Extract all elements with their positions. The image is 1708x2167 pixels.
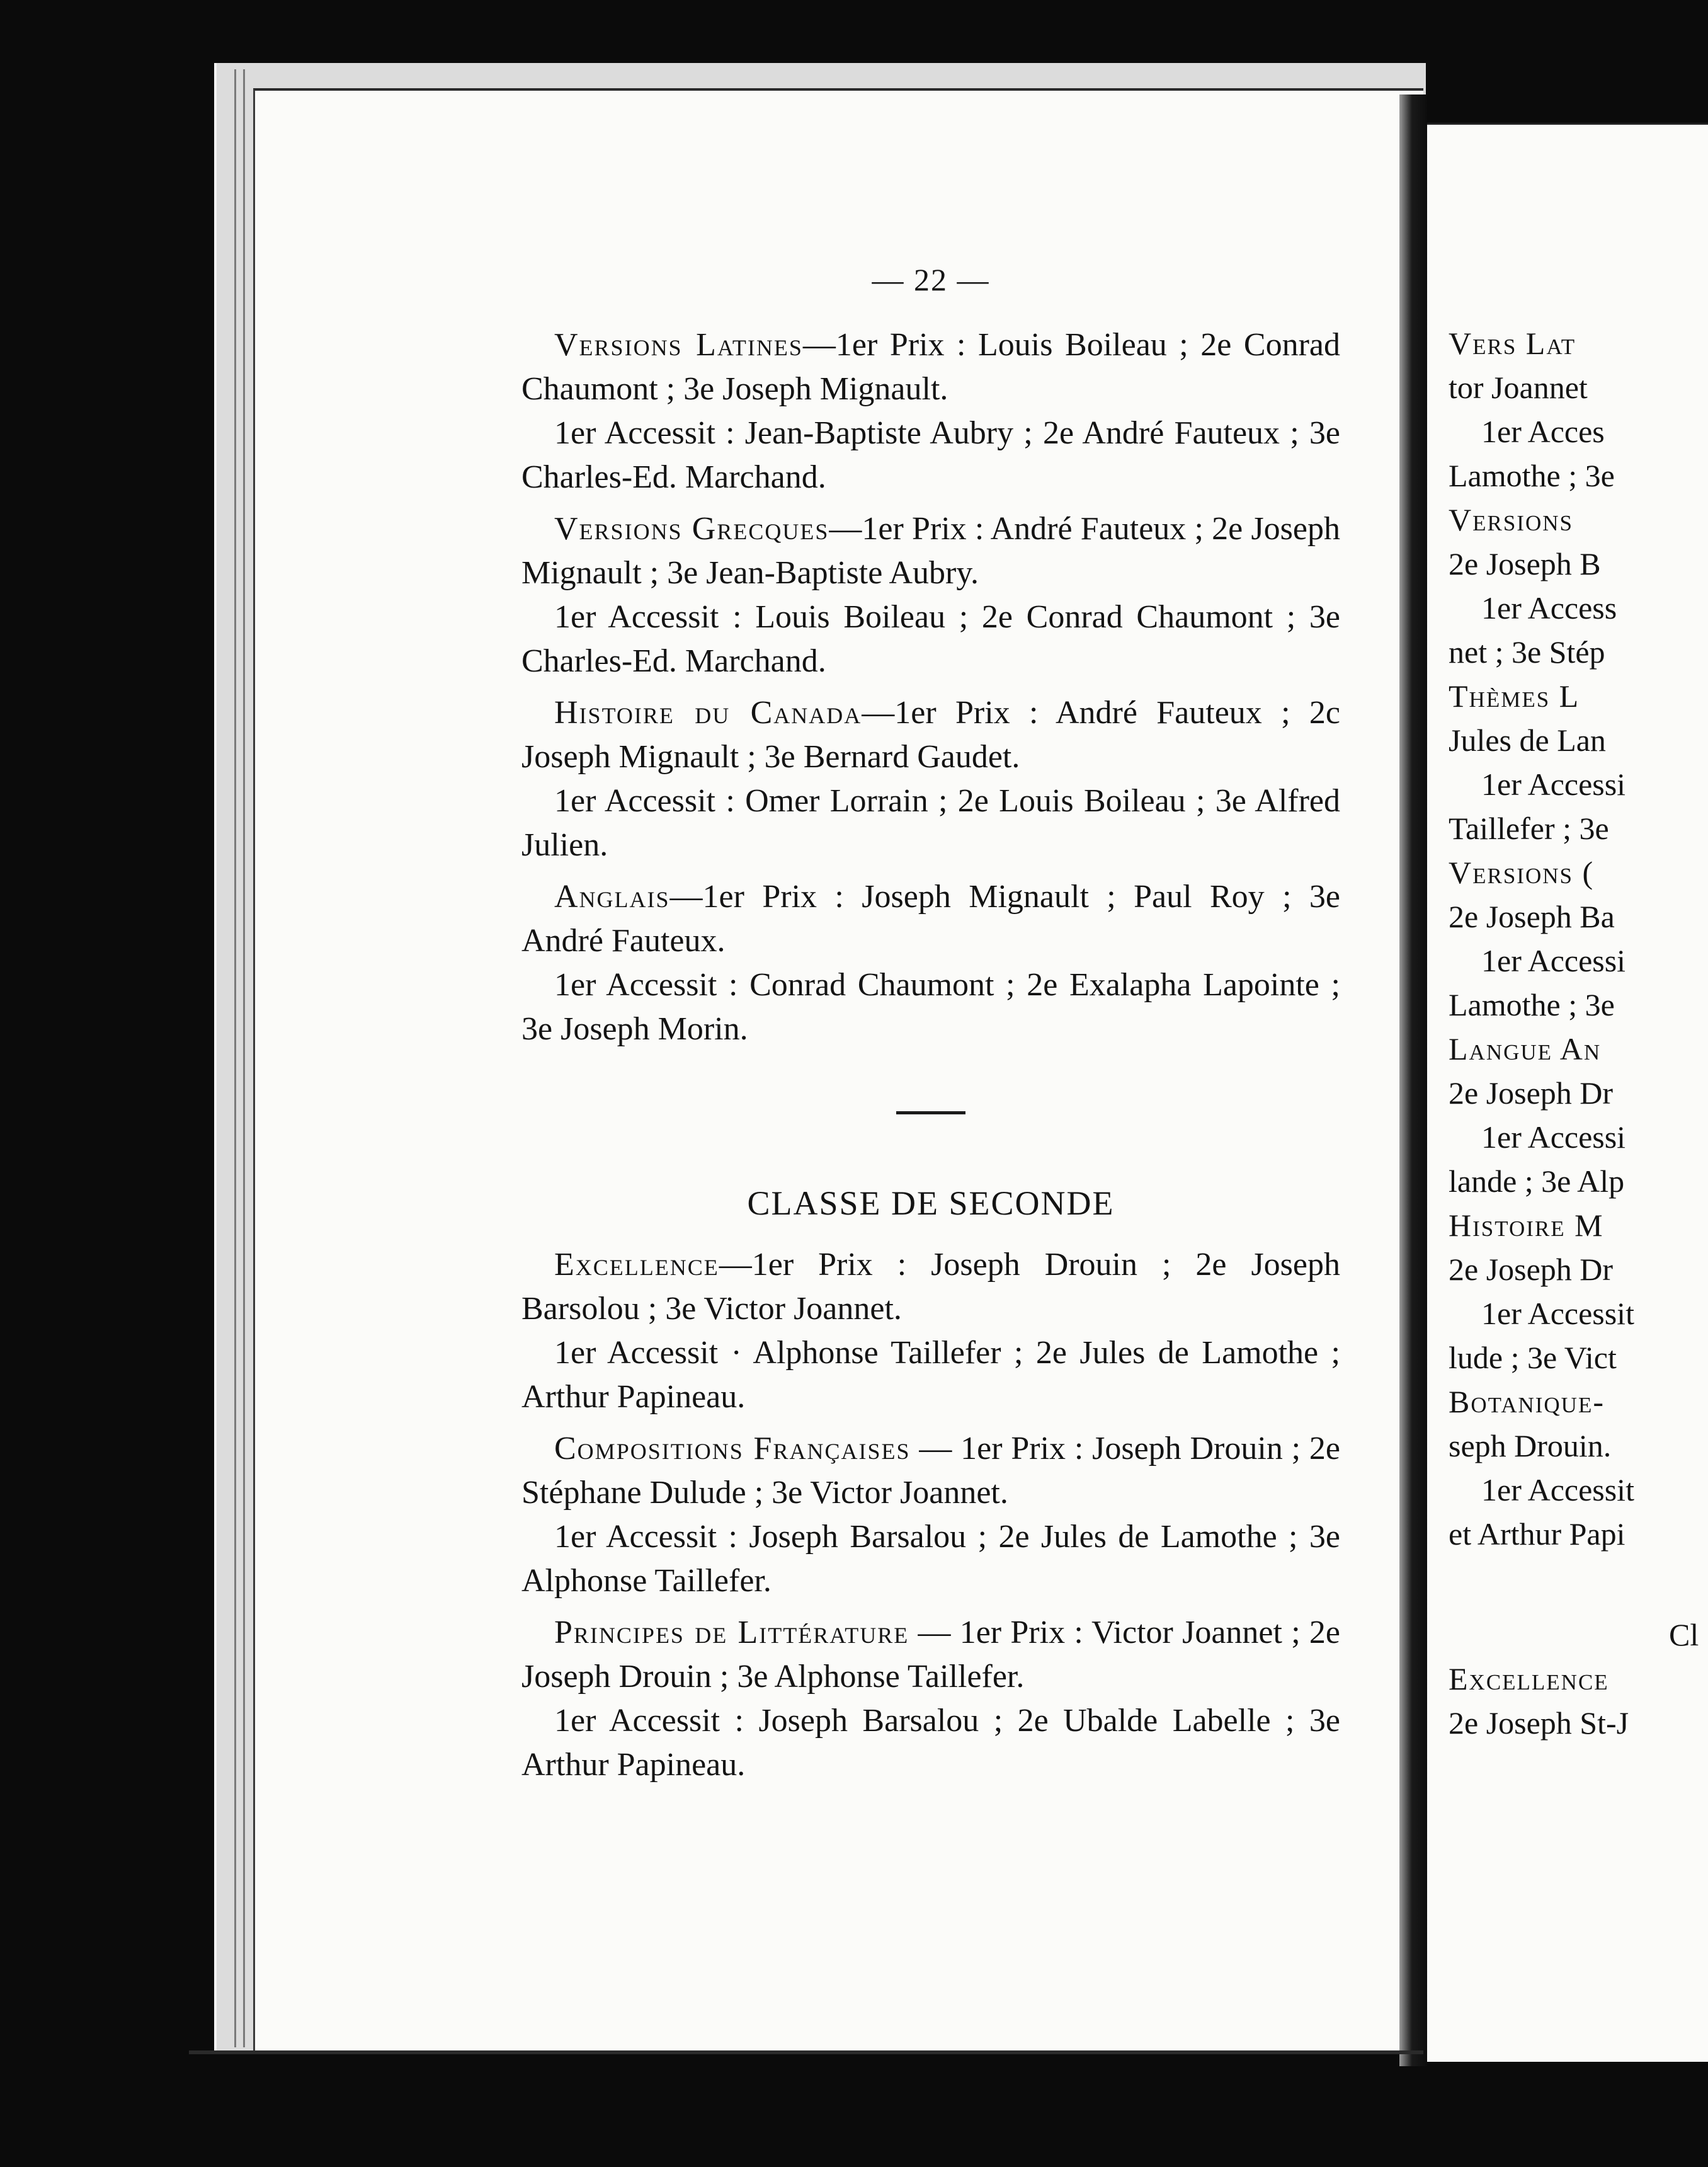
accessit-entry <box>521 411 1340 500</box>
accessit-entry <box>521 1699 1340 1787</box>
section-title: CLASSE DE SECONDE <box>747 1184 1115 1222</box>
right-page-line: 2e Joseph Dr <box>1449 1252 1614 1287</box>
entry-text: —1er Prix : Joseph Drouin ; 2e Joseph Barsolou ; 3e Victor Joannet. <box>521 1247 1340 1327</box>
section-prize-list <box>521 1243 1340 1787</box>
right-page-line: 1er Accessi <box>1481 767 1626 802</box>
prize-entry <box>521 691 1340 779</box>
right-page-line: 1er Acces <box>1481 414 1605 449</box>
entry-text: 1er Accessit : Joseph Barsalou ; 2e Ubalde Labelle ; 3e Arthur Papineau. <box>521 1703 1340 1783</box>
right-page-line: 1er Accessit <box>1481 1472 1634 1507</box>
accessit-entry <box>521 1331 1340 1419</box>
entry-text: — 1er Prix : Victor Joannet ; 2e Joseph Drouin ; 3e Alphonse Taillefer. <box>521 1615 1340 1695</box>
entry-text: 1er Accessit · Alphonse Taillefer ; 2e Jules de Lamothe ; Arthur Papineau. <box>521 1335 1340 1415</box>
accessit-entry <box>521 779 1340 867</box>
right-page-line: 2e Joseph Dr <box>1449 1075 1614 1111</box>
right-page-line: Botanique- <box>1449 1384 1605 1419</box>
subject-heading: Compositions Françaises <box>554 1431 911 1467</box>
right-page-line: 2e Joseph B <box>1449 546 1601 581</box>
entry-text: 1er Accessit : Joseph Barsalou ; 2e Jules de Lamothe ; 3e Alphonse Taillefer. <box>521 1519 1340 1599</box>
right-page-line: Jules de Lan <box>1449 723 1606 758</box>
prize-entry <box>521 507 1340 595</box>
accessit-entry <box>521 595 1340 683</box>
right-page-line: Excellence <box>1449 1661 1609 1696</box>
right-page-line: et Arthur Papi <box>1449 1516 1625 1552</box>
page-bottom-edge <box>189 2050 1423 2054</box>
section-divider <box>896 1111 965 1114</box>
right-page-text-fragment <box>1449 321 1708 1783</box>
prize-entry <box>521 1611 1340 1699</box>
right-page-line: Versions ( <box>1449 855 1595 890</box>
entry-text: 1er Accessit : Conrad Chaumont ; 2e Exalapha Lapointe ; 3e Joseph Morin. <box>521 967 1340 1047</box>
right-page-line: Cl <box>1669 1617 1699 1652</box>
right-page-line: Thèmes L <box>1449 678 1580 714</box>
prize-entry <box>521 1427 1340 1515</box>
subject-heading: Versions Grecques <box>554 511 829 547</box>
right-page-line: 2e Joseph Ba <box>1449 899 1615 934</box>
right-page-line: tor Joannet <box>1449 370 1588 405</box>
right-page-line: Langue An <box>1449 1031 1602 1066</box>
entry-text: —1er Prix : Louis Boileau ; 2e Conrad Chaumont ; 3e Joseph Mignault. <box>521 327 1340 407</box>
right-page-line: 1er Accessit <box>1481 1296 1634 1331</box>
right-page-line: seph Drouin. <box>1449 1428 1612 1463</box>
right-page-line: lude ; 3e Vict <box>1449 1340 1617 1375</box>
right-page-line: net ; 3e Stép <box>1449 634 1605 670</box>
entry-text: 1er Accessit : Louis Boileau ; 2e Conrad Chaumont ; 3e Charles-Ed. Marchand. <box>521 599 1340 679</box>
prize-entry <box>521 875 1340 963</box>
prize-entry <box>521 323 1340 411</box>
left-page-text <box>521 261 1340 1787</box>
book-gutter <box>1399 94 1427 2066</box>
right-page-line: 1er Access <box>1481 590 1617 626</box>
page-edge-line <box>243 69 245 2047</box>
subject-heading: Principes de Littérature <box>554 1615 909 1650</box>
right-page-line: 1er Accessi <box>1481 1119 1626 1155</box>
subject-heading: Excellence <box>554 1247 719 1283</box>
accessit-entry <box>521 963 1340 1051</box>
right-page-line: Taillefer ; 3e <box>1449 811 1609 846</box>
subject-heading: Anglais <box>554 879 670 915</box>
right-page-line: Versions <box>1449 502 1573 537</box>
entry-text: 1er Accessit : Omer Lorrain ; 2e Louis Boileau ; 3e Alfred Julien. <box>521 783 1340 863</box>
page-number: — 22 — <box>872 262 990 297</box>
right-page-line: lande ; 3e Alp <box>1449 1164 1625 1199</box>
entry-text: —1er Prix : André Fauteux ; 2c Joseph Mignault ; 3e Bernard Gaudet. <box>521 695 1341 775</box>
entry-text: —1er Prix : Joseph Mignault ; Paul Roy ; 3e André Fauteux. <box>521 879 1340 959</box>
subject-heading: Versions Latines <box>554 327 803 363</box>
right-page-line: Lamothe ; 3e <box>1449 987 1615 1022</box>
page-edge-line <box>234 69 236 2047</box>
right-page-line: 1er Accessi <box>1481 943 1626 978</box>
entry-text: —1er Prix : André Fauteux ; 2e Joseph Mignault ; 3e Jean-Baptiste Aubry. <box>521 511 1340 591</box>
accessit-entry <box>521 1515 1340 1603</box>
entry-text: — 1er Prix : Joseph Drouin ; 2e Stéphane Dulude ; 3e Victor Joannet. <box>521 1431 1340 1511</box>
right-page-line: Vers Lat <box>1449 326 1576 361</box>
prize-entry <box>521 1243 1340 1331</box>
entry-text: 1er Accessit : Jean-Baptiste Aubry ; 2e André Fauteux ; 3e Charles-Ed. Marchand. <box>521 415 1340 495</box>
right-page-line: Lamothe ; 3e <box>1449 458 1615 493</box>
right-page-line: 2e Joseph St-J <box>1449 1705 1629 1741</box>
right-page-line: Histoire M <box>1449 1208 1604 1243</box>
prize-list <box>521 323 1340 1051</box>
subject-heading: Histoire du Canada <box>554 695 862 731</box>
